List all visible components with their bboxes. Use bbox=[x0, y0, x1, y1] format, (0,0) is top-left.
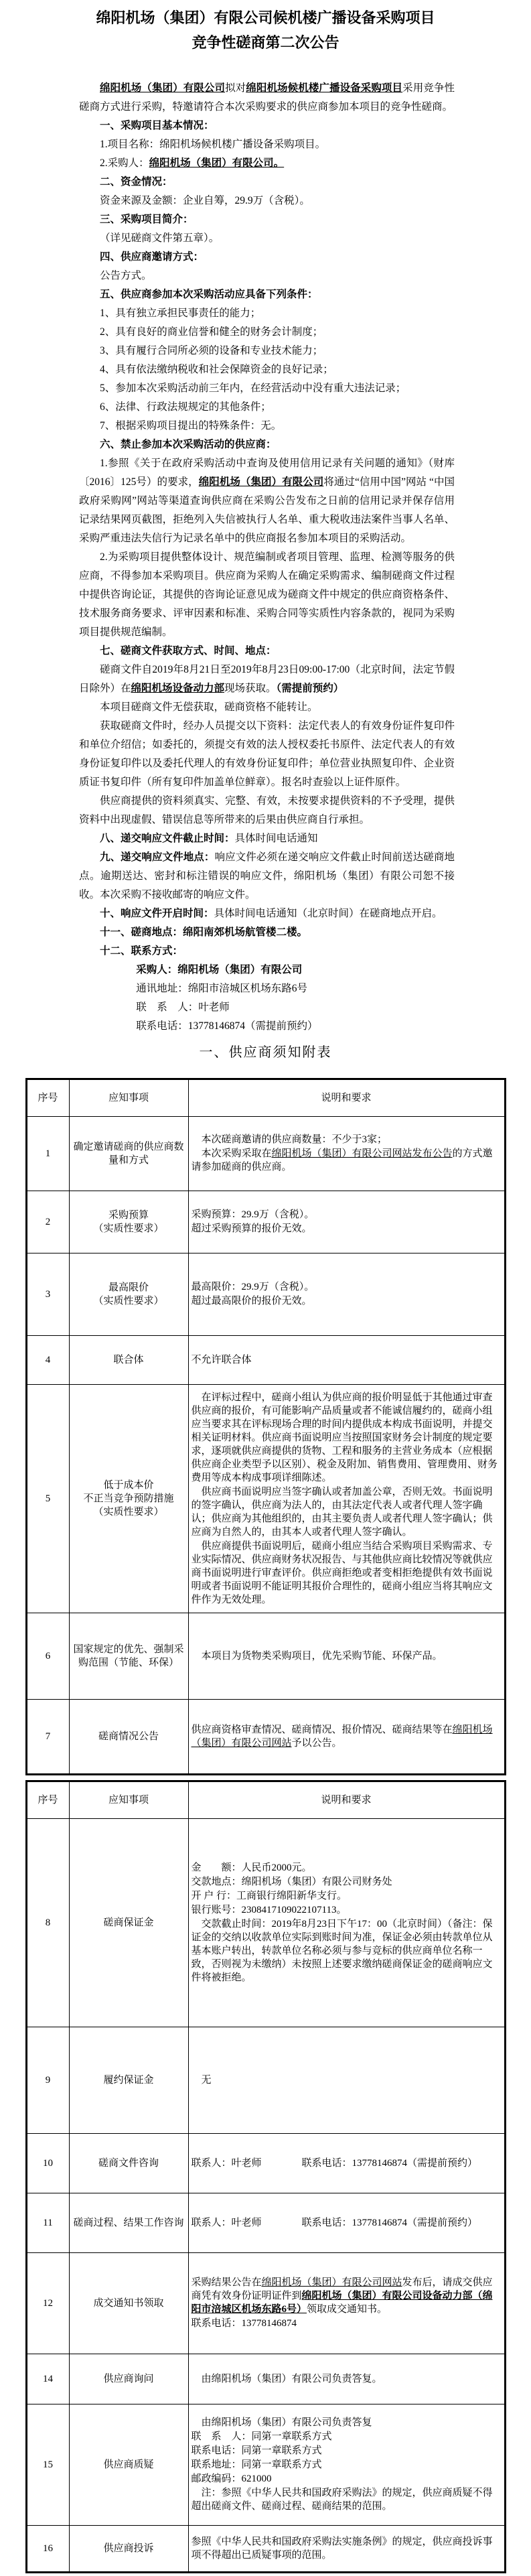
desc-line bbox=[192, 2486, 502, 2513]
text-run: （详见磋商文件第五章）。 bbox=[100, 232, 220, 244]
text-run: 绵阳机场（集团）有限公司 bbox=[198, 476, 324, 488]
text-run: 联系人：叶老师 联系电话：13778146874（需提前预约） bbox=[191, 2217, 478, 2228]
desc-line bbox=[192, 1147, 502, 1174]
desc-cell bbox=[188, 2134, 505, 2193]
text-run: 四、供应商邀请方式： bbox=[100, 251, 204, 263]
text-run: 交款截止时间：2019年8月23日下午17：00（北京时间）（备注：保证金的交纳以收款单位实际到账时间为准，保证金必须由转款单位从基本账户转出，转款单位名称必须与参与竞标的供应商单位名称一致，否则视为未缴纳）未按照上述要求缴纳磋商保证金的磋商响应文件将被拒绝。 bbox=[191, 1918, 493, 1983]
text-run: 予以公告。 bbox=[291, 1737, 342, 1749]
text-run: 联系电话：同第一章联系方式 bbox=[191, 2445, 322, 2456]
desc-line bbox=[192, 2444, 502, 2457]
text-run: 联系电话：13778146874 bbox=[191, 2318, 297, 2329]
doc-title-line1: 绵阳机场（集团）有限公司候机楼广播设备采购项目 bbox=[96, 9, 435, 26]
item-line: （实质性要求） bbox=[93, 1223, 164, 1234]
text-run: 联 系 人：叶老师 bbox=[136, 1002, 230, 1013]
paragraph bbox=[79, 360, 455, 379]
desc-line bbox=[192, 1903, 502, 1917]
item-cell bbox=[69, 2027, 188, 2134]
desc-cell bbox=[188, 2354, 505, 2404]
text-run: 绵阳机场（集团）有限公司。 bbox=[149, 157, 285, 169]
item-line: 磋商过程、结果工作咨询 bbox=[73, 2218, 184, 2228]
text-run: 公告方式。 bbox=[100, 270, 152, 281]
text-run: 拟对 bbox=[225, 82, 246, 94]
text-run: 采购预算：29.9万（含税）。 bbox=[191, 1209, 315, 1220]
text-run: 最高限价：29.9万（含税）。 bbox=[191, 1282, 315, 1292]
text-run: 2、具有良好的商业信誉和健全的财务会计制度； bbox=[100, 326, 323, 338]
desc-line bbox=[192, 2535, 502, 2562]
text-run: 交款地点：绵阳机场（集团）有限公司财务处 bbox=[191, 1876, 392, 1887]
text-run: 采用竞争性磋商方式进行采购，特邀请符合本次采购要求的供应商参加本项目的竞争性磋商。 bbox=[79, 82, 455, 113]
item-cell bbox=[69, 1385, 188, 1613]
item-cell bbox=[69, 2354, 188, 2404]
text-run: 磋商文件自2019年8月21日至2019年8月23日09:00-17:00（北京时间，法定节假日除外）在 bbox=[79, 664, 455, 694]
table-row bbox=[26, 2354, 505, 2404]
text-run: 1.项目名称：绵阳机场候机楼广播设备采购项目。 bbox=[100, 139, 326, 150]
table-row bbox=[26, 1253, 505, 1336]
text-run: 不允许联合体 bbox=[191, 1354, 252, 1365]
table-row bbox=[26, 1700, 505, 1775]
paragraph bbox=[79, 267, 455, 285]
doc-body bbox=[0, 55, 531, 1038]
text-run: 通讯地址：绵阳市涪城区机场东路6号 bbox=[136, 983, 308, 994]
desc-line bbox=[192, 1208, 502, 1221]
text-run: 金 额：人民币2000元。 bbox=[191, 1862, 312, 1873]
text-run: 八、递交响应文件截止时间： bbox=[100, 833, 235, 844]
paragraph bbox=[79, 79, 455, 117]
item-cell bbox=[69, 2253, 188, 2354]
text-run: 无 bbox=[191, 2074, 212, 2086]
text-run: 由绵阳机场（集团）有限公司负责答复。 bbox=[191, 2373, 382, 2384]
annex-tables bbox=[0, 1078, 531, 2573]
paragraph bbox=[79, 154, 455, 173]
table-row bbox=[26, 1117, 505, 1191]
paragraph bbox=[79, 417, 455, 435]
supplier-notice-table bbox=[25, 1078, 506, 1775]
text-run: 供应商资格审查情况、磋商情况、报价情况、磋商结果等在 bbox=[191, 1724, 453, 1735]
table-row bbox=[26, 1191, 505, 1253]
row-number-cell: 7 bbox=[26, 1700, 69, 1775]
text-run: 十二、联系方式： bbox=[100, 945, 183, 957]
paragraph bbox=[79, 548, 455, 642]
text-run: 6、法律、行政法规规定的其他条件； bbox=[100, 401, 271, 413]
item-cell bbox=[69, 1117, 188, 1191]
text-run: 响应文件必须在递交响应文件截止时间前送达磋商地点。逾期送达、密封和标注错误的响应文件，绵阳机场（集团）有限公司恕不接收。本次采购不接收邮寄的响应文件。 bbox=[79, 852, 455, 900]
text-run: 1、具有独立承担民事责任的能力； bbox=[100, 308, 261, 319]
column-header: 应知事项 bbox=[69, 1079, 188, 1117]
text-run: 3、具有履行合同所必须的设备和专业技术能力； bbox=[100, 345, 323, 356]
text-run: 绵阳机场（集团）有限公司网站发布公告 bbox=[271, 1148, 453, 1159]
text-run: 4、具有依法缴纳税收和社会保障资金的良好记录； bbox=[100, 364, 333, 375]
desc-cell bbox=[188, 1253, 505, 1336]
text-run: 六、禁止参加本次采购活动的供应商： bbox=[100, 439, 277, 450]
desc-line bbox=[192, 1540, 502, 1607]
text-run: 邮政编码：621000 bbox=[191, 2473, 272, 2484]
text-run: 供应商书面说明应当签字确认或者加盖公章，否则无效。书面说明的签字确认，供应商为法人的，由其法定代表人或者代理人签字确认；供应商为其他组织的，由其主要负责人或者代理人签字确认；供应商为自然人的，由其本人或者代理人签字确认。 bbox=[191, 1486, 493, 1538]
text-run: 联系人：叶老师 联系电话：13778146874（需提前预约） bbox=[191, 2157, 478, 2169]
row-number-cell: 5 bbox=[26, 1385, 69, 1613]
paragraph bbox=[79, 923, 455, 942]
row-number-cell: 4 bbox=[26, 1336, 69, 1385]
table-row bbox=[26, 1613, 505, 1700]
text-run: 超过最高限价的报价无效。 bbox=[191, 1296, 312, 1306]
item-line: 履约保证金 bbox=[103, 2075, 154, 2086]
text-run: 本项目磋商文件无偿获取，磋商资格不能转让。 bbox=[100, 701, 318, 713]
item-cell bbox=[69, 2526, 188, 2573]
text-run: 联系地址：同第一章联系方式 bbox=[191, 2459, 322, 2470]
text-run: 2.采购人： bbox=[100, 157, 149, 169]
table-row bbox=[26, 2526, 505, 2573]
table-row bbox=[26, 2404, 505, 2526]
text-run: 采购结果公告在 bbox=[191, 2277, 262, 2288]
item-cell bbox=[69, 1253, 188, 1336]
text-run: 在评标过程中，磋商小组认为供应商的报价明显低于其他通过审查供应商的报价，有可能影响产品质量或者不能诚信履约的，磋商小组应当要求其在评标现场合理的时间内提供成本构成书面说明，并提交相关证明材料。供应商书面说明应当按照国家财务会计制度的规定要求，逐项就供应商提供的货物、工程和服务的主营业务成本（应根据供应商企业类型予以区别）、税金及附加、销售费用、管理费用、财务费用等成本构成事项详细陈述。 bbox=[191, 1392, 498, 1483]
table-header-row bbox=[26, 1781, 505, 1819]
text-run: 发布后，请成交供应商凭有效身份证明证件到 bbox=[191, 2277, 493, 2301]
text-run: 本次磋商邀请的供应商数量：不少于3家； bbox=[191, 1134, 388, 1145]
desc-cell bbox=[188, 2027, 505, 2134]
text-run: 具体时间电话通知 bbox=[234, 833, 318, 844]
desc-cell bbox=[188, 1613, 505, 1700]
desc-cell bbox=[188, 1700, 505, 1775]
row-number-cell: 14 bbox=[26, 2354, 69, 2404]
column-header: 说明和要求 bbox=[188, 1781, 505, 1819]
paragraph bbox=[79, 829, 455, 848]
text-run: 获取磋商文件时，经办人员提交以下资料：法定代表人的有效身份证件复印件和单位介绍信；如委托的，须提交有效的法人授权委托书原件、法定代表人的有效身份证复印件以及委托代理人的有效身份证复印件；单位营业执照复印件、企业资质证书复印件（所有复印件加盖单位鲜章）。报名时查验以上证件原件。 bbox=[79, 720, 455, 788]
paragraph bbox=[79, 342, 455, 360]
item-cell bbox=[69, 2404, 188, 2526]
desc-line bbox=[192, 1861, 502, 1875]
desc-line bbox=[192, 2317, 502, 2330]
text-run: 本项目为货物类采购项目，优先采购节能、环保产品。 bbox=[191, 1650, 443, 1662]
desc-line bbox=[192, 1917, 502, 1984]
item-line: 确定邀请磋商的供应商数量和方式 bbox=[73, 1142, 184, 1166]
item-line: 最高限价 bbox=[108, 1282, 149, 1293]
text-run: 联系电话：13778146874（需提前预约） bbox=[136, 1020, 318, 1032]
desc-cell bbox=[188, 2404, 505, 2526]
item-line: 供应商询问 bbox=[103, 2374, 154, 2384]
text-run: 绵阳机场候机楼广播设备采购项目 bbox=[246, 82, 403, 94]
text-run: 5、参加本次采购活动前三年内，在经营活动中没有重大违法记录； bbox=[100, 383, 406, 394]
item-cell bbox=[69, 1819, 188, 2027]
text-run: 领取成交通知书。 bbox=[307, 2304, 388, 2315]
item-line: （实质性要求） bbox=[93, 1507, 164, 1517]
desc-line bbox=[192, 2276, 502, 2316]
paragraph bbox=[79, 304, 455, 323]
text-run: 的方式邀请参加磋商的供应商。 bbox=[191, 1148, 493, 1172]
text-run: （需提前预约） bbox=[276, 683, 344, 694]
doc-title-line2: 竞争性磋商第二次公告 bbox=[192, 34, 339, 51]
text-run: 绵阳机场设备动力部 bbox=[131, 683, 225, 694]
text-run: 九、递交响应文件地点： bbox=[100, 852, 215, 863]
table-row bbox=[26, 1385, 505, 1613]
text-run: 本次采购采取在 bbox=[191, 1148, 272, 1159]
desc-line bbox=[192, 1391, 502, 1485]
row-number-cell: 11 bbox=[26, 2193, 69, 2253]
text-run: 绵阳机场（集团）有限公司网站 bbox=[191, 1724, 493, 1749]
desc-line bbox=[192, 2216, 502, 2230]
section-heading bbox=[79, 210, 455, 229]
text-run: 供应商提供书面说明后，磋商小组应当结合采购项目采购需求、专业实际情况、供应商财务状况报告、与其他供应商比较情况等就供应商书面说明进行审查评价。供应商拒绝或者变相拒绝提供有效书面说明或者书面说明不能证明其报价合理性的，磋商小组应当将其响应文件作为无效处理。 bbox=[191, 1540, 493, 1605]
row-number-cell: 10 bbox=[26, 2134, 69, 2193]
desc-line bbox=[192, 2430, 502, 2443]
desc-line bbox=[192, 1889, 502, 1903]
text-run: 绵阳机场（集团）有限公司网站 bbox=[261, 2277, 402, 2288]
column-header: 说明和要求 bbox=[188, 1079, 505, 1117]
row-number-cell: 15 bbox=[26, 2404, 69, 2526]
desc-cell bbox=[188, 1191, 505, 1253]
text-run: 1.参照《关于在政府采购活动中查询及使用信用记录有关问题的通知》（财库〔2016〕125号）的要求， bbox=[79, 458, 455, 488]
desc-line bbox=[192, 1222, 502, 1235]
section-heading bbox=[79, 117, 455, 135]
item-cell bbox=[69, 2134, 188, 2193]
supplier-notice-table bbox=[25, 1780, 506, 2573]
item-cell bbox=[69, 1700, 188, 1775]
text-run: 参照《中华人民共和国政府采购法实施条例》的规定，供应商投诉事项不得超出已质疑事项的范围。 bbox=[191, 2536, 493, 2561]
desc-line bbox=[192, 1485, 502, 1539]
text-run: 银行账号：2308417109022107113。 bbox=[191, 1904, 347, 1915]
desc-cell bbox=[188, 1336, 505, 1385]
section-heading bbox=[79, 435, 455, 454]
text-run: 绵阳机场（集团）有限公司设备动力部（绵阳市涪城区机场东路6号） bbox=[191, 2291, 493, 2315]
paragraph bbox=[79, 229, 455, 248]
text-run: 7、根据采购项目提出的特殊条件：无。 bbox=[100, 420, 282, 431]
desc-cell bbox=[188, 1819, 505, 2027]
text-run: 具体时间电话通知（北京时间）在磋商地点开启。 bbox=[214, 908, 443, 919]
text-run: 十一、磋商地点：绵阳南郊机场航管楼二楼。 bbox=[100, 927, 308, 938]
table-row bbox=[26, 2193, 505, 2253]
desc-line bbox=[192, 1723, 502, 1750]
desc-cell bbox=[188, 2193, 505, 2253]
text-run: 注：参照《中华人民共和国政府采购法》的规定，供应商质疑不得超出磋商文件、磋商过程、磋商结果的范围。 bbox=[191, 2488, 493, 2512]
column-header: 序号 bbox=[26, 1079, 69, 1117]
text-run: 联 系 人：同第一章联系方式 bbox=[191, 2431, 332, 2442]
desc-line bbox=[192, 1649, 502, 1663]
paragraph bbox=[79, 398, 455, 417]
desc-line bbox=[192, 2157, 502, 2170]
desc-line bbox=[192, 1353, 502, 1367]
text-run: 超过采购预算的报价无效。 bbox=[191, 1223, 312, 1234]
text-run: 二、资金情况： bbox=[100, 176, 173, 188]
desc-cell bbox=[188, 1385, 505, 1613]
row-number-cell: 16 bbox=[26, 2526, 69, 2573]
contact-line bbox=[79, 979, 455, 998]
row-number-cell: 6 bbox=[26, 1613, 69, 1700]
paragraph bbox=[79, 698, 455, 717]
row-number-cell: 12 bbox=[26, 2253, 69, 2354]
row-number-cell: 8 bbox=[26, 1819, 69, 2027]
table-row bbox=[26, 1819, 505, 2027]
paragraph bbox=[79, 661, 455, 698]
text-run: 七、磋商文件获取方式、时间、地点： bbox=[100, 645, 277, 657]
text-run: 2.为采购项目提供整体设计、规范编制或者项目管理、监理、检测等服务的供应商，不得参加本采购项目。供应商为采购人在确定采购需求、编制磋商文件过程中提供咨询论证，其提供的咨询论证意见成为磋商文件中规定的供应商资格条件、技术服务商务要求、评审因素和标准、采购合同等实质性内容条款的，视同为采购项目提供规范编制。 bbox=[79, 551, 455, 638]
text-run: 采购人：绵阳机场（集团）有限公司 bbox=[136, 964, 303, 975]
text-run: 现场获取。 bbox=[224, 683, 277, 694]
row-number-cell: 9 bbox=[26, 2027, 69, 2134]
paragraph bbox=[79, 848, 455, 904]
item-line: 低于成本价 bbox=[103, 1480, 154, 1491]
contact-line bbox=[79, 1017, 455, 1036]
paragraph bbox=[79, 379, 455, 398]
text-run: 十、响应文件开启时间： bbox=[100, 908, 214, 919]
item-line: 成交通知书领取 bbox=[93, 2298, 164, 2309]
text-run: 绵阳机场（集团）有限公司 bbox=[100, 82, 226, 94]
item-cell bbox=[69, 1191, 188, 1253]
paragraph bbox=[79, 323, 455, 342]
text-run: 供应商提供的资料须真实、完整、有效，未按要求提供资料的不予受理，提供资料中出现虚假、错误信息等所带来的后果由供应商自行承担。 bbox=[79, 795, 455, 825]
item-line: 磋商情况公告 bbox=[98, 1731, 159, 1742]
desc-cell bbox=[188, 2526, 505, 2573]
item-line: 联合体 bbox=[113, 1355, 144, 1365]
desc-line bbox=[192, 1875, 502, 1889]
item-line: 供应商投诉 bbox=[103, 2543, 154, 2554]
row-number-cell: 3 bbox=[26, 1253, 69, 1336]
table-row bbox=[26, 2027, 505, 2134]
item-line: 磋商文件咨询 bbox=[98, 2158, 159, 2169]
column-header: 序号 bbox=[26, 1781, 69, 1819]
desc-line bbox=[192, 1133, 502, 1146]
item-line: 国家规定的优先、强制采购范围（节能、环保） bbox=[73, 1644, 184, 1668]
row-number-cell: 1 bbox=[26, 1117, 69, 1191]
paragraph bbox=[79, 792, 455, 829]
desc-line bbox=[192, 2472, 502, 2486]
section-heading bbox=[79, 285, 455, 304]
table-header-row bbox=[26, 1079, 505, 1117]
table-row bbox=[26, 1336, 505, 1385]
text-run: 资金来源及金额：企业自筹，29.9万（含税）。 bbox=[100, 195, 310, 206]
table-row bbox=[26, 2253, 505, 2354]
item-cell bbox=[69, 2193, 188, 2253]
paragraph bbox=[79, 135, 455, 154]
desc-line bbox=[192, 1280, 502, 1294]
paragraph bbox=[79, 192, 455, 210]
paragraph bbox=[79, 717, 455, 792]
desc-cell bbox=[188, 1117, 505, 1191]
item-line: 不正当竞争预防措施 bbox=[83, 1493, 174, 1504]
desc-line bbox=[192, 2372, 502, 2386]
item-line: 采购预算 bbox=[108, 1210, 149, 1221]
desc-cell bbox=[188, 2253, 505, 2354]
section-heading bbox=[79, 173, 455, 192]
section-heading bbox=[79, 248, 455, 267]
column-header: 应知事项 bbox=[69, 1781, 188, 1819]
annex-title: 一、供应商须知附表 bbox=[199, 1045, 332, 1060]
desc-line bbox=[192, 1294, 502, 1308]
desc-line bbox=[192, 2074, 502, 2087]
desc-line bbox=[192, 2416, 502, 2429]
text-run: 一、采购项目基本情况： bbox=[100, 120, 214, 131]
contact-line bbox=[79, 998, 455, 1017]
text-run: 五、供应商参加本次采购活动应具备下列条件： bbox=[100, 289, 318, 300]
item-line: 磋商保证金 bbox=[103, 1917, 154, 1928]
item-line: 供应商质疑 bbox=[103, 2459, 154, 2470]
section-heading bbox=[79, 942, 455, 961]
paragraph bbox=[79, 904, 455, 923]
item-cell bbox=[69, 1613, 188, 1700]
desc-line bbox=[192, 2458, 502, 2471]
item-cell bbox=[69, 1336, 188, 1385]
text-run: 三、采购项目简介： bbox=[100, 214, 194, 225]
paragraph bbox=[79, 454, 455, 548]
item-line: （实质性要求） bbox=[93, 1296, 164, 1306]
section-heading bbox=[79, 642, 455, 661]
contact-line bbox=[79, 961, 455, 979]
text-run: 将通过“信用中国”网站 “中国政府采购网”网站等渠道查询供应商在采购公告发布之日前的信用记录并保存信用记录结果网页截图，拒绝列入失信被执行人名单、重大税收违法案件当事人名单、采购严重违法失信行为记录名单中的供应商报名参加本项目的采购活动。 bbox=[79, 476, 455, 544]
row-number-cell: 2 bbox=[26, 1191, 69, 1253]
text-run: 由绵阳机场（集团）有限公司负责答复 bbox=[191, 2417, 372, 2428]
table-row bbox=[26, 2134, 505, 2193]
text-run: 开 户 行：工商银行绵阳新华支行。 bbox=[191, 1890, 348, 1901]
